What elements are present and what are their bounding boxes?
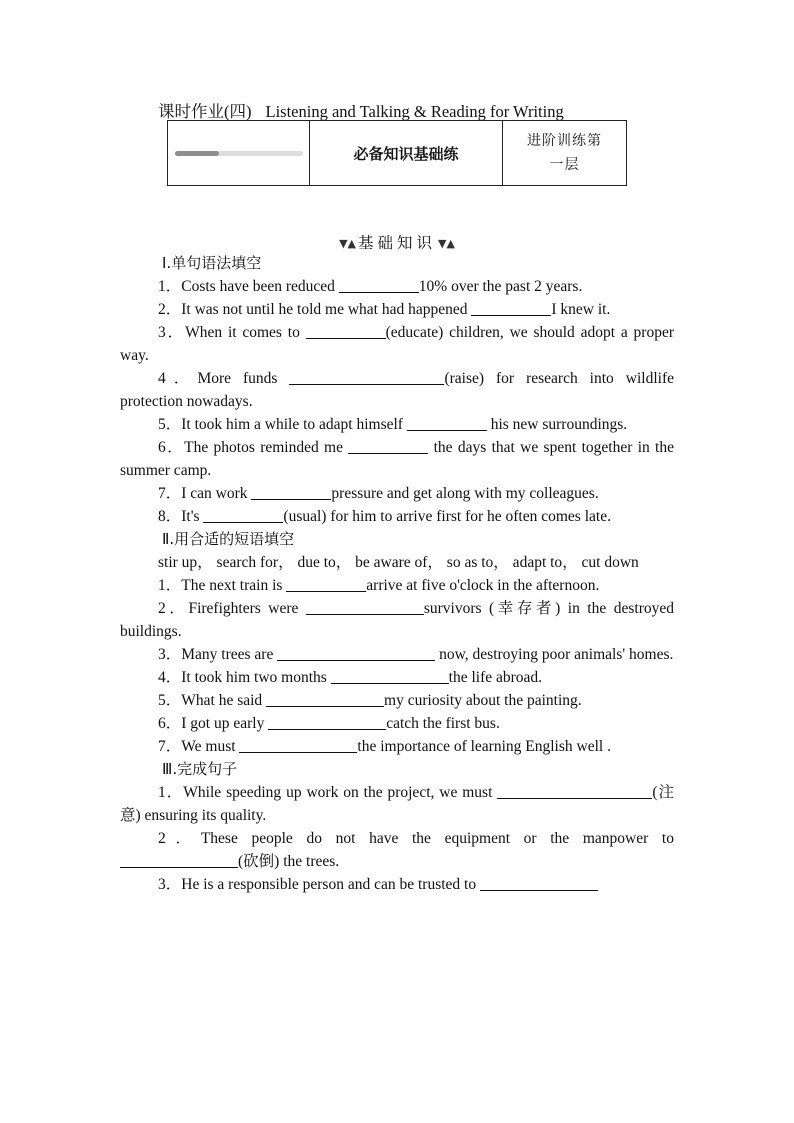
question: 7．I can work pressure and get along with my colleagues. bbox=[158, 485, 599, 502]
question: 1．Costs have been reduced 10% over the past 2 years. bbox=[158, 278, 583, 295]
title-en: Listening and Talking & Reading for Writing bbox=[265, 102, 564, 121]
question: 3．Many trees are now, destroying poor animals' homes. bbox=[158, 646, 674, 663]
question: 5．It took him a while to adapt himself his new surroundings. bbox=[158, 416, 628, 433]
question: 2．It was not until he told me what had happened I knew it. bbox=[158, 301, 611, 318]
part3-heading: Ⅲ.完成句子 bbox=[162, 760, 238, 778]
progress-bar bbox=[175, 151, 303, 156]
question: 3．He is a responsible person and can be trusted to bbox=[120, 873, 674, 896]
answer-blank[interactable] bbox=[266, 691, 384, 707]
question: 4．It took him two months the life abroad. bbox=[158, 669, 543, 686]
answer-blank[interactable] bbox=[331, 668, 449, 684]
triangle-down-icon: ▼▲ bbox=[339, 237, 356, 250]
triangle-down-icon: ▼▲ bbox=[438, 237, 455, 250]
answer-blank[interactable] bbox=[251, 484, 331, 500]
question: 3．When it comes to (educate) children, we should adopt a proper way. bbox=[120, 324, 674, 364]
level-label-line2: 一层 bbox=[549, 157, 580, 173]
header-table bbox=[167, 120, 627, 186]
answer-blank[interactable] bbox=[480, 875, 598, 891]
question: 4．More funds (raise) for research into wildlife protection nowadays. bbox=[120, 370, 674, 410]
answer-blank[interactable] bbox=[289, 369, 444, 385]
section-title-text: 基础知识 bbox=[357, 234, 436, 252]
progress-fill bbox=[175, 151, 220, 156]
answer-blank[interactable] bbox=[497, 783, 652, 799]
answer-blank[interactable] bbox=[306, 599, 424, 615]
answer-blank[interactable] bbox=[306, 323, 386, 339]
answer-blank[interactable] bbox=[268, 714, 386, 730]
answer-blank[interactable] bbox=[203, 507, 283, 523]
question: 8．It's (usual) for him to arrive first for he often comes late. bbox=[158, 508, 611, 525]
answer-blank[interactable] bbox=[286, 576, 366, 592]
question: 1．While speeding up work on the project, we must (注意) ensuring its quality. bbox=[120, 784, 675, 824]
word-bank: stir up， search for， due to， be aware of， so as to， adapt to， cut down bbox=[158, 554, 639, 571]
question: 2．These people do not have the equipment or the manpower to (砍倒) the trees. bbox=[120, 827, 674, 873]
answer-blank[interactable] bbox=[348, 438, 428, 454]
question: 1．The next train is arrive at five o'clock in the afternoon. bbox=[158, 577, 600, 594]
part2-heading: Ⅱ.用合适的短语填空 bbox=[162, 530, 295, 548]
answer-blank[interactable] bbox=[339, 277, 419, 293]
level-label-line1: 进阶训练第 bbox=[527, 133, 602, 149]
page-title bbox=[158, 98, 564, 122]
answer-blank[interactable] bbox=[120, 852, 238, 868]
question: 2．Firefighters were survivors (幸存者) in the destroyed buildings. bbox=[120, 600, 674, 640]
answer-blank[interactable] bbox=[277, 645, 435, 661]
section-title bbox=[0, 231, 794, 253]
level-label bbox=[503, 121, 627, 186]
question: 6．The photos reminded me the days that we spent together in the summer camp. bbox=[120, 439, 674, 479]
worksheet-content bbox=[120, 252, 674, 896]
answer-blank[interactable] bbox=[239, 737, 357, 753]
answer-blank[interactable] bbox=[407, 415, 487, 431]
practice-label: 必备知识基础练 bbox=[310, 121, 503, 186]
progress-cell bbox=[168, 121, 310, 186]
question: 5．What he said my curiosity about the painting. bbox=[158, 692, 582, 709]
question: 6．I got up early catch the first bus. bbox=[158, 715, 500, 732]
part1-heading: Ⅰ.单句语法填空 bbox=[162, 254, 262, 272]
question: 7．We must the importance of learning English well . bbox=[158, 738, 611, 755]
title-cn: 课时作业(四) bbox=[158, 102, 252, 121]
answer-blank[interactable] bbox=[471, 300, 551, 316]
